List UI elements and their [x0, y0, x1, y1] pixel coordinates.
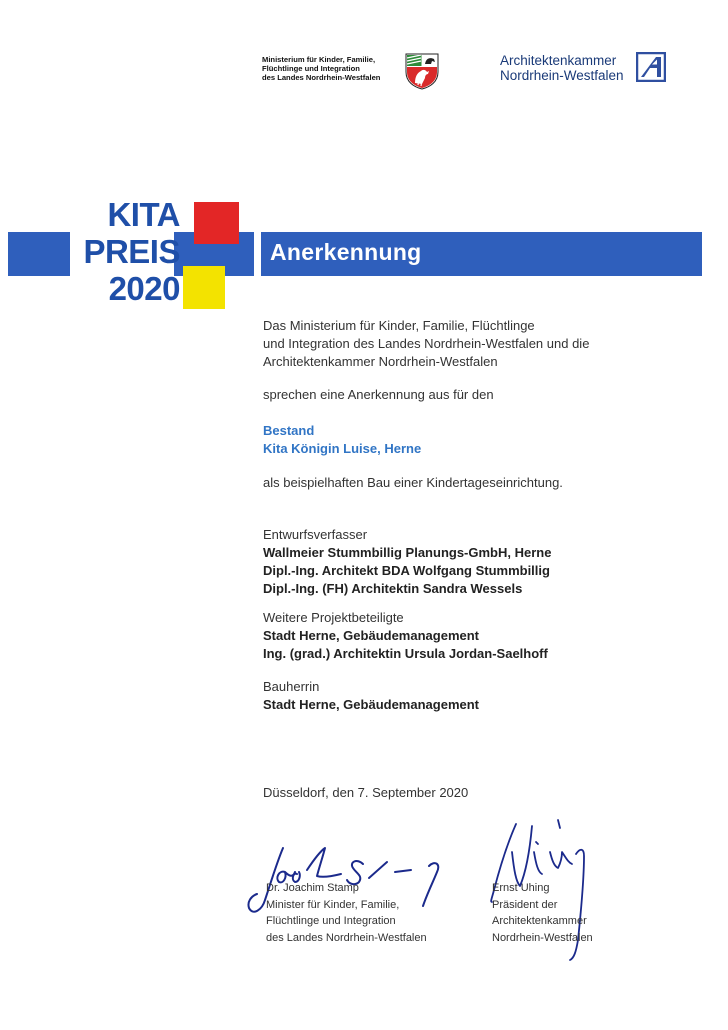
kita-preis-logo-text: KITA PREIS 2020: [83, 196, 180, 307]
architects-chamber-name: Architektenkammer Nordrhein-Westfalen: [500, 53, 624, 83]
intro-paragraph: Das Ministerium für Kinder, Familie, Flüchtlinge und Integration des Landes Nordrhein-Westfalen und die Architektenkammer Nordrhein-Westfalen: [263, 318, 590, 369]
award-statement: sprechen eine Anerkennung aus für den: [263, 387, 494, 402]
signer-stamp: Dr. Joachim Stamp Minister für Kinder, Familie, Flüchtlinge und Integration des Landes Nordrhein-Westfalen: [266, 882, 427, 944]
project-name: Kita Königin Luise, Herne: [263, 441, 422, 456]
section-label: Bauherrin: [263, 679, 320, 694]
section-label: Weitere Projektbeteiligte: [263, 610, 404, 625]
logo-red-square: [194, 202, 239, 244]
signer-name: Dr. Joachim Stamp: [266, 882, 359, 894]
logo-blue-band-left: [8, 232, 70, 276]
architects-chamber-logo-icon: [636, 52, 666, 82]
participants-section: Weitere Projektbeteiligte Stadt Herne, Gebäudemanagement Ing. (grad.) Architektin Ursula Jordan-Saelhoff: [263, 610, 548, 661]
nrw-coat-of-arms-icon: [404, 52, 440, 90]
place-and-date: Düsseldorf, den 7. September 2020: [263, 785, 469, 800]
purpose-statement: als beispielhaften Bau einer Kindertageseinrichtung.: [263, 475, 563, 490]
signer-uhing: Ernst Uhing Präsident der Architektenkammer Nordrhein-Westfalen: [492, 882, 593, 944]
section-label: Entwurfsverfasser: [263, 527, 368, 542]
ministry-name: Ministerium für Kinder, Familie, Flüchtlinge und Integration des Landes Nordrhein-Westfalen: [262, 55, 381, 82]
project-block: [263, 422, 421, 458]
designer-section: Entwurfsverfasser Wallmeier Stummbillig Planungs-GmbH, Herne Dipl.-Ing. Architekt BDA Wolfgang Stummbillig Dipl.-Ing. (FH) Architektin Sandra Wessels: [263, 527, 552, 596]
signer-name: Ernst Uhing: [492, 882, 550, 894]
award-title: Anerkennung: [270, 239, 422, 265]
project-category: Bestand: [263, 423, 315, 438]
logo-yellow-square: [183, 266, 225, 309]
client-section: Bauherrin Stadt Herne, Gebäudemanagement: [263, 679, 479, 712]
